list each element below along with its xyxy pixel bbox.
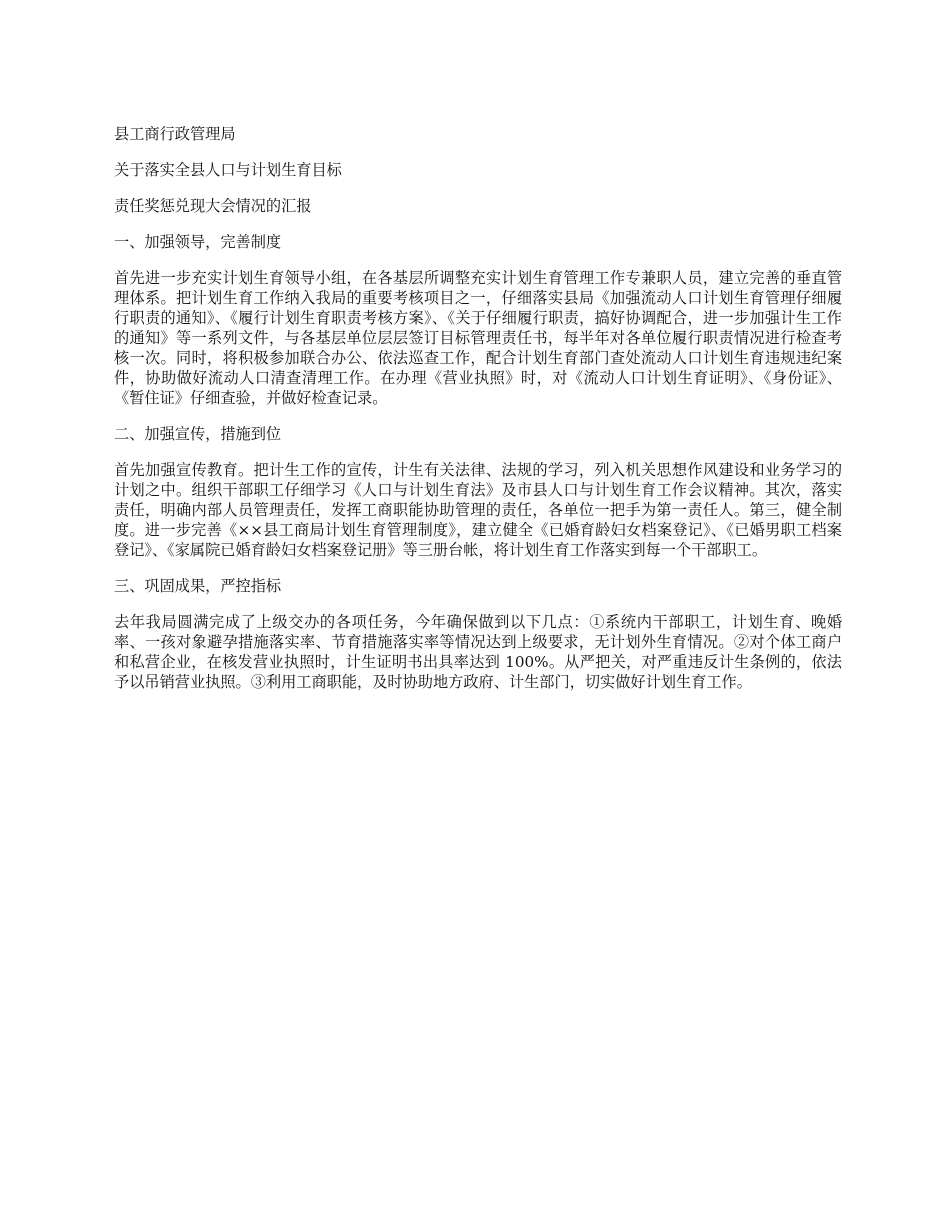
report-title-line-2: 责任奖惩兑现大会情况的汇报 [114,197,312,215]
section-heading: 二、加强宣传，措施到位 [114,425,282,443]
section-heading: 一、加强领导，完善制度 [114,233,282,251]
report-title-line-1: 关于落实全县人口与计划生育目标 [114,161,342,179]
section-paragraph: 首先加强宣传教育。把计生工作的宣传，计生有关法律、法规的学习，列入机关思想作风建设和业务学习的计划之中。组织干部职工仔细学习《人口与计划生育法》及市县人口与计划生育工作会议精神。其次，落实责任，明确内部人员管理责任，发挥工商职能协助管理的责任，各单位一把手为第一责任人。第三，健全制度。进一步完善《××县工商局计划生育管理制度》，建立健全《已婚育龄妇女档案登记》、《已婚男职工档案登记》、《家属院已婚育龄妇女档案登记册》等三册台帐，将计划生育工作落实到每一个干部职工。 [114,461,842,559]
section-paragraph: 首先进一步充实计划生育领导小组，在各基层所调整充实计划生育管理工作专兼职人员，建立完善的垂直管理体系。把计划生育工作纳入我局的重要考核项目之一，仔细落实县局《加强流动人口计划生育管理仔细履行职责的通知》、《履行计划生育职责考核方案》、《关于仔细履行职责，搞好协调配合，进一步加强计生工作的通知》等一系列文件，与各基层单位层层签订目标管理责任书，每半年对各单位履行职责情况进行检查考核一次。同时，将积极参加联合办公、依法巡查工作，配合计划生育部门查处流动人口计划生育违规违纪案件，协助做好流动人口清查清理工作。在办理《营业执照》时，对《流动人口计划生育证明》、《身份证》、《暂住证》仔细查验，并做好检查记录。 [114,269,842,407]
section-heading: 三、巩固成果，严控指标 [114,577,282,595]
section-paragraph: 去年我局圆满完成了上级交办的各项任务，今年确保做到以下几点：①系统内干部职工，计划生育、晚婚率、一孩对象避孕措施落实率、节育措施落实率等情况达到上级要求，无计划外生育情况。②对个体工商户和私营企业，在核发营业执照时，计生证明书出具率达到 100%。从严把关，对严重违反计生条例的，依法予以吊销营业执照。③利用工商职能，及时协助地方政府、计生部门，切实做好计划生育工作。 [114,613,842,691]
issuer-line: 县工商行政管理局 [114,125,236,143]
document-page [114,124,842,708]
